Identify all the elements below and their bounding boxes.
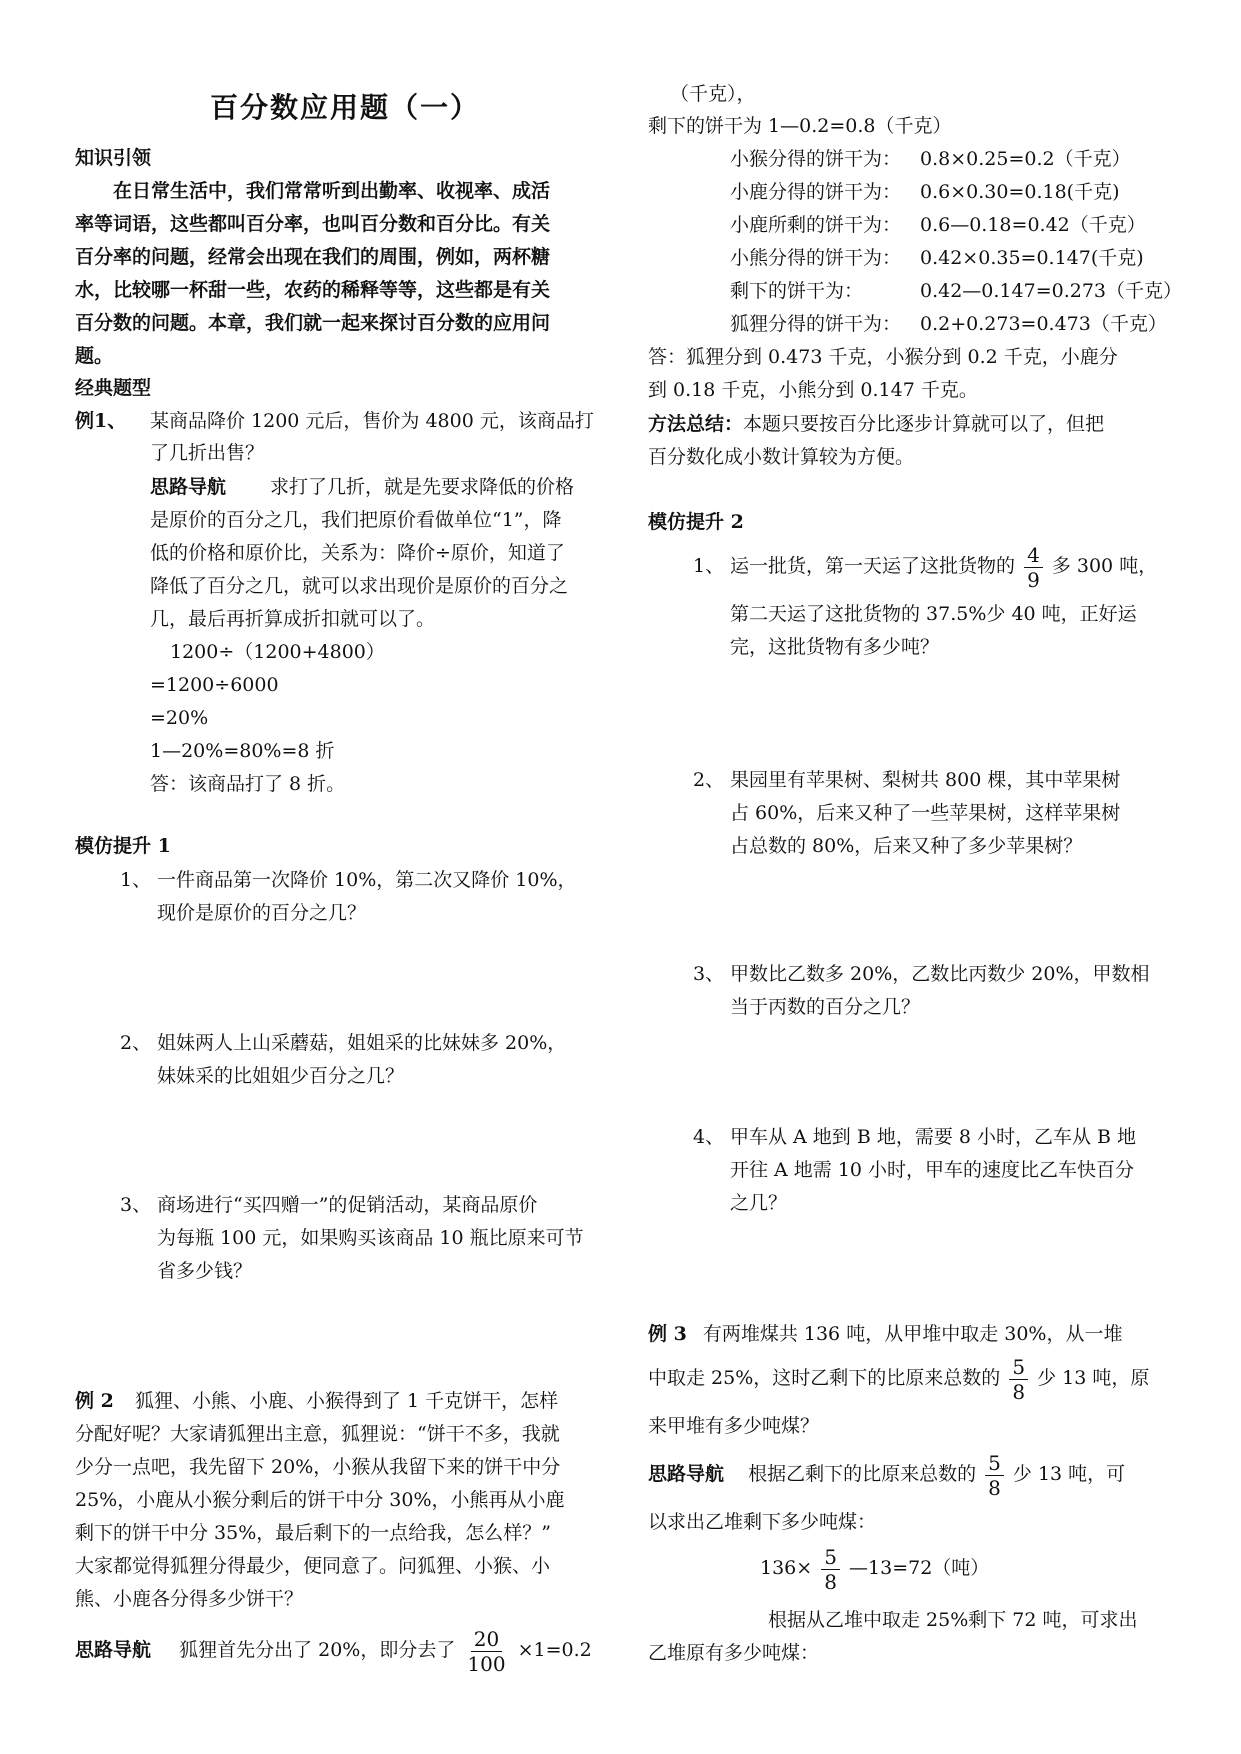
example1-calc: =20% <box>150 707 209 729</box>
question-text: 占总数的 80%，后来又种了多少苹果树？ <box>730 835 1083 857</box>
example1-hint-label: 思路导航 <box>150 476 227 498</box>
question-text-part: 运一批货，第一天运了这批货物的 <box>730 555 1016 577</box>
example1-hint: 几，最后再折算成折扣就可以了。 <box>150 608 436 630</box>
example2-label: 例 2 <box>75 1390 114 1412</box>
fraction-denominator: 9 <box>1027 567 1040 592</box>
continuation-text: （千克）， <box>670 83 756 105</box>
calc-row <box>730 209 1146 241</box>
fraction-numerator: 4 <box>1024 543 1043 568</box>
question-number: 1、 <box>120 869 152 891</box>
answer-text: 到 0.18 千克，小熊分到 0.147 千克。 <box>648 379 978 401</box>
calc-row <box>730 143 1131 175</box>
question-text: 一件商品第一次降价 10%，第二次又降价 10%， <box>157 869 577 891</box>
question-text: 果园里有苹果树、梨树共 800 棵，其中苹果树 <box>730 769 1121 791</box>
question-text-part: 多 300 吨， <box>1051 555 1158 577</box>
calc-label: 小鹿分得的饼干为： <box>730 181 902 203</box>
example2-text: 狐狸、小熊、小鹿、小猴得到了 1 千克饼干，怎样 <box>135 1390 559 1412</box>
calc-label: 小鹿所剩的饼干为： <box>730 214 902 236</box>
fraction-numerator: 5 <box>985 1451 1004 1476</box>
example2-text: 少分一点吧，我先留下 20%，小猴从我留下来的饼干中分 <box>75 1456 561 1478</box>
calc-label: 小猴分得的饼干为： <box>730 148 902 170</box>
question-text: 妹妹采的比姐姐少百分之几？ <box>157 1065 405 1087</box>
question-number: 3、 <box>693 963 725 985</box>
section-classic: 经典题型 <box>75 377 152 399</box>
fraction-numerator: 5 <box>1009 1355 1028 1380</box>
example3-calc <box>760 1540 989 1596</box>
example3-hint-text: 少 13 吨，可 <box>1012 1463 1126 1485</box>
calc-part: —13=72（吨） <box>849 1557 990 1579</box>
practice2-title: 模仿提升 2 <box>648 511 744 533</box>
intro-line: 百分数的问题。本章，我们就一起来探讨百分数的应用问 <box>75 312 551 334</box>
intro-line: 在日常生活中，我们常常听到出勤率、收视率、成活 <box>113 180 551 202</box>
example2-hint-text: 狐狸首先分出了 20%，即分去了 <box>179 1639 456 1661</box>
example2-hint-tail: ×1=0.2 <box>517 1639 592 1661</box>
section-knowledge: 知识引领 <box>75 147 152 169</box>
calc-label: 狐狸分得的饼干为： <box>730 313 902 335</box>
fraction-denominator: 8 <box>824 1569 837 1594</box>
calc-label: 剩下的饼干为： <box>730 280 864 302</box>
calc-label: 小熊分得的饼干为： <box>730 247 902 269</box>
page-title: 百分数应用题（一） <box>210 91 481 124</box>
example2-hint <box>75 1622 592 1678</box>
question-text: 第二天运了这批货物的 37.5%少 40 吨，正好运 <box>730 603 1137 625</box>
example3-text: 中取走 25%，这时乙剩下的比原来总数的 <box>648 1367 1001 1389</box>
question-text: 姐妹两人上山采蘑菇，姐姐采的比妹妹多 20%， <box>157 1032 567 1054</box>
calc-expr: 0.6×0.30=0.18(千克) <box>920 181 1120 203</box>
continuation-text: 剩下的饼干为 1—0.2=0.8（千克） <box>648 115 952 137</box>
calc-expr: 0.8×0.25=0.2（千克） <box>920 148 1131 170</box>
example2-text: 熊、小鹿各分得多少饼干？ <box>75 1588 304 1610</box>
example1-hint: 求打了几折，就是先要求降低的价格 <box>270 476 575 498</box>
example3-text: 少 13 吨，原 <box>1037 1367 1150 1389</box>
fraction-denominator: 8 <box>988 1475 1001 1500</box>
example2-text: 分配好呢？大家请狐狸出主意，狐狸说：“饼干不多，我就 <box>75 1423 560 1445</box>
method-label: 方法总结： <box>648 413 744 435</box>
question-text: 为每瓶 100 元，如果购买该商品 10 瓶比原来可节 <box>157 1227 584 1249</box>
question-text <box>730 538 1157 594</box>
question-text: 商场进行“买四赠一”的促销活动，某商品原价 <box>157 1194 538 1216</box>
question-text: 占 60%，后来又种了一些苹果树，这样苹果树 <box>730 802 1121 824</box>
question-text: 完，这批货物有多少吨？ <box>730 636 940 658</box>
fraction <box>464 1627 508 1676</box>
example1-text: 了几折出售？ <box>150 442 265 464</box>
example1-text: 某商品降价 1200 元后，售价为 4800 元，该商品打 <box>150 410 594 432</box>
example1-hint: 低的价格和原价比，关系为：降价÷原价，知道了 <box>150 542 565 564</box>
question-number: 2、 <box>120 1032 152 1054</box>
method-text: 本题只要按百分比逐步计算就可以了，但把 <box>743 413 1105 435</box>
intro-line: 百分率的问题，经常会出现在我们的周围，例如，两杯糖 <box>75 246 551 268</box>
example1-calc: =1200÷6000 <box>150 674 279 696</box>
fraction-numerator: 5 <box>821 1545 840 1570</box>
example2-hint-label: 思路导航 <box>75 1639 152 1661</box>
fraction-denominator: 100 <box>467 1651 506 1676</box>
question-number: 1、 <box>693 555 725 577</box>
fraction <box>985 1451 1004 1500</box>
question-number: 4、 <box>693 1126 725 1148</box>
calc-expr: 0.6—0.18=0.42（千克） <box>920 214 1146 236</box>
fraction-denominator: 8 <box>1012 1379 1026 1404</box>
calc-row <box>730 308 1167 340</box>
intro-line: 率等词语，这些都叫百分率，也叫百分数和百分比。有关 <box>75 213 551 235</box>
intro-line: 水，比较哪一杯甜一些，农药的稀释等等，这些都是有关 <box>75 279 551 301</box>
question-text: 之几？ <box>730 1192 788 1214</box>
calc-row <box>730 176 1120 208</box>
calc-expr: 0.42×0.35=0.147(千克) <box>920 247 1144 269</box>
question-text: 当于丙数的百分之几？ <box>730 996 921 1018</box>
fraction <box>1009 1355 1028 1404</box>
example1-hint: 是原价的百分之几，我们把原价看做单位“1”，降 <box>150 509 562 531</box>
example3-text: 有两堆煤共 136 吨，从甲堆中取走 30%，从一堆 <box>702 1323 1123 1345</box>
example1-answer: 答：该商品打了 8 折。 <box>150 773 346 795</box>
method-text: 百分数化成小数计算较为方便。 <box>648 446 915 468</box>
intro-line: 题。 <box>75 345 114 367</box>
example2-text: 25%，小鹿从小猴分剩后的饼干中分 30%，小熊再从小鹿 <box>75 1489 565 1511</box>
question-text: 省多少钱？ <box>157 1260 253 1282</box>
question-text: 甲车从 A 地到 B 地，需要 8 小时，乙车从 B 地 <box>730 1126 1137 1148</box>
example3-line <box>648 1318 1122 1350</box>
question-text: 甲数比乙数多 20%，乙数比丙数少 20%，甲数相 <box>730 963 1150 985</box>
fraction-numerator: 20 <box>471 1627 502 1652</box>
question-number: 3、 <box>120 1194 152 1216</box>
example1-label: 例1、 <box>75 410 127 432</box>
calc-part: 136× <box>760 1557 813 1579</box>
example3-hint-text: 以求出乙堆剩下多少吨煤： <box>648 1511 877 1533</box>
example2-text: 大家都觉得狐狸分得最少，便同意了。问狐狸、小猴、小 <box>75 1555 551 1577</box>
example3-text: 来甲堆有多少吨煤？ <box>648 1415 820 1437</box>
calc-row <box>730 275 1182 307</box>
practice1-title: 模仿提升 1 <box>75 835 171 857</box>
fraction <box>1024 543 1043 592</box>
question-number: 2、 <box>693 769 725 791</box>
example1-calc: 1200÷（1200+4800） <box>170 641 385 663</box>
method-summary <box>648 408 1104 440</box>
example3-hint-text: 根据乙剩下的比原来总数的 <box>748 1463 977 1485</box>
example3-more: 根据从乙堆中取走 25%剩下 72 吨，可求出 <box>768 1609 1138 1631</box>
calc-expr: 0.42—0.147=0.273（千克） <box>920 280 1183 302</box>
question-text: 开往 A 地需 10 小时，甲车的速度比乙车快百分 <box>730 1159 1135 1181</box>
fraction <box>821 1545 840 1594</box>
example3-more: 乙堆原有多少吨煤： <box>648 1642 820 1664</box>
answer-text: 答：狐狸分到 0.473 千克，小猴分到 0.2 千克，小鹿分 <box>648 346 1118 368</box>
example3-line <box>648 1350 1149 1406</box>
example3-label: 例 3 <box>648 1323 687 1345</box>
example1-hint: 降低了百分之几，就可以求出现价是原价的百分之 <box>150 575 569 597</box>
example2-text: 剩下的饼干中分 35%，最后剩下的一点给我，怎么样？” <box>75 1522 551 1544</box>
example1-calc: 1—20%=80%=8 折 <box>150 740 335 762</box>
example3-hint <box>648 1446 1125 1502</box>
example3-hint-label: 思路导航 <box>648 1463 725 1485</box>
calc-row <box>730 242 1144 274</box>
question-text: 现价是原价的百分之几？ <box>157 902 367 924</box>
calc-expr: 0.2+0.273=0.473（千克） <box>920 313 1167 335</box>
